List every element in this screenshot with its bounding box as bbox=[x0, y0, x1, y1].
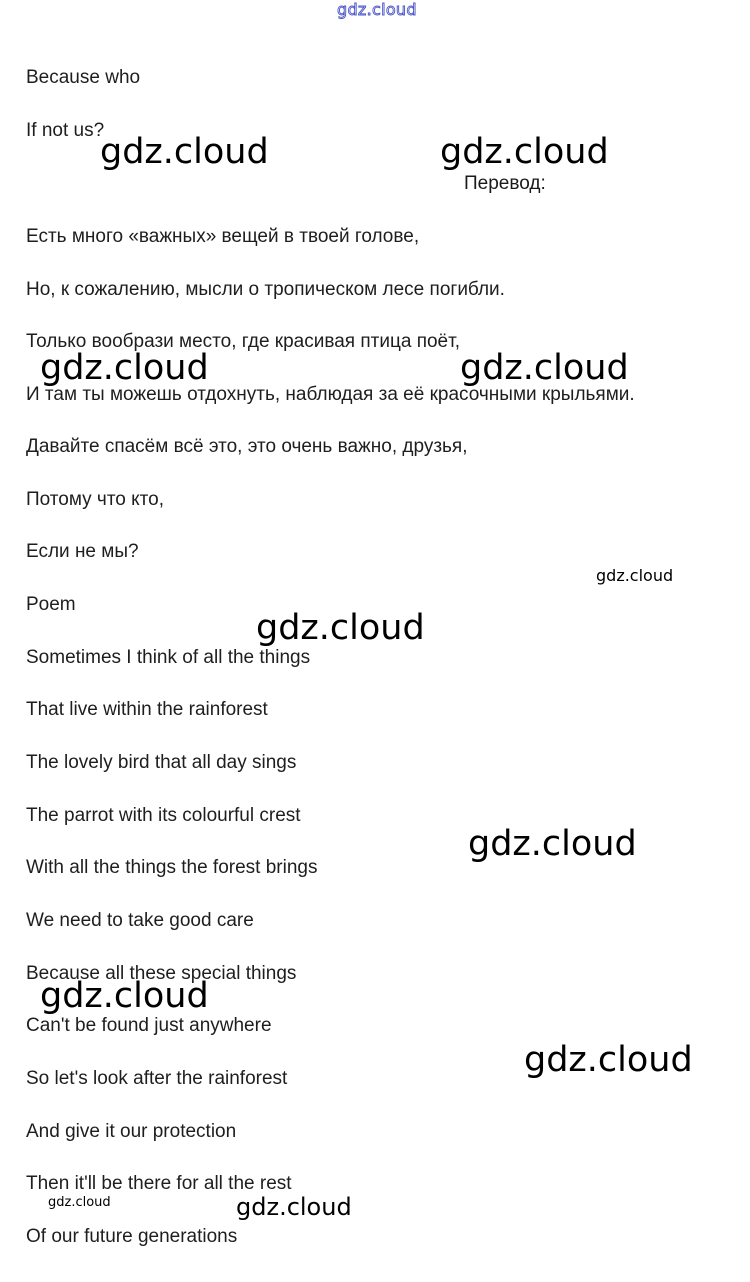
watermark: gdz.cloud bbox=[256, 608, 425, 648]
text-line: The lovely bird that all day sings bbox=[26, 752, 297, 773]
watermark: gdz.cloud bbox=[468, 824, 637, 864]
text-line: Then it'll be there for all the rest bbox=[26, 1173, 292, 1194]
text-line: Sometimes I think of all the things bbox=[26, 647, 311, 668]
text-line: Если не мы? bbox=[26, 541, 139, 562]
text-line: Because all these special things bbox=[26, 963, 297, 984]
text-line: And give it our protection bbox=[26, 1121, 237, 1142]
watermark: gdz.cloud bbox=[48, 1195, 111, 1210]
text-line: The parrot with its colourful crest bbox=[26, 805, 301, 826]
text-line: If not us? bbox=[26, 120, 105, 141]
watermark: gdz.cloud bbox=[100, 132, 269, 172]
text-line: That live within the rainforest bbox=[26, 699, 268, 720]
watermark: gdz.cloud bbox=[40, 976, 209, 1016]
top-watermark: gdz.cloud bbox=[337, 0, 417, 19]
text-line: So let's look after the rainforest bbox=[26, 1068, 288, 1089]
text-line: И там ты можешь отдохнуть, наблюдая за её красочными крыльями. bbox=[26, 384, 635, 405]
text-line: Потому что кто, bbox=[26, 489, 165, 510]
text-line: Because who bbox=[26, 67, 141, 88]
poem-title: Poem bbox=[26, 594, 76, 615]
text-line: With all the things the forest brings bbox=[26, 857, 318, 878]
text-line: Can't be found just anywhere bbox=[26, 1015, 272, 1036]
text-line: Только вообрази место, где красивая птица поёт, bbox=[26, 331, 461, 352]
watermark: gdz.cloud bbox=[596, 566, 674, 585]
text-line: We need to take good care bbox=[26, 910, 254, 931]
text-line: Of our future generations bbox=[26, 1226, 238, 1247]
translation-heading: Перевод: bbox=[464, 173, 546, 194]
watermark: gdz.cloud bbox=[236, 1193, 352, 1221]
text-line: Есть много «важных» вещей в твоей голове, bbox=[26, 226, 420, 247]
watermark: gdz.cloud bbox=[460, 348, 629, 388]
watermark: gdz.cloud bbox=[440, 132, 609, 172]
text-line: Давайте спасём всё это, это очень важно, друзья, bbox=[26, 436, 468, 457]
watermark: gdz.cloud bbox=[40, 348, 209, 388]
watermark: gdz.cloud bbox=[524, 1040, 693, 1080]
text-line: Но, к сожалению, мысли о тропическом лесе погибли. bbox=[26, 279, 505, 300]
